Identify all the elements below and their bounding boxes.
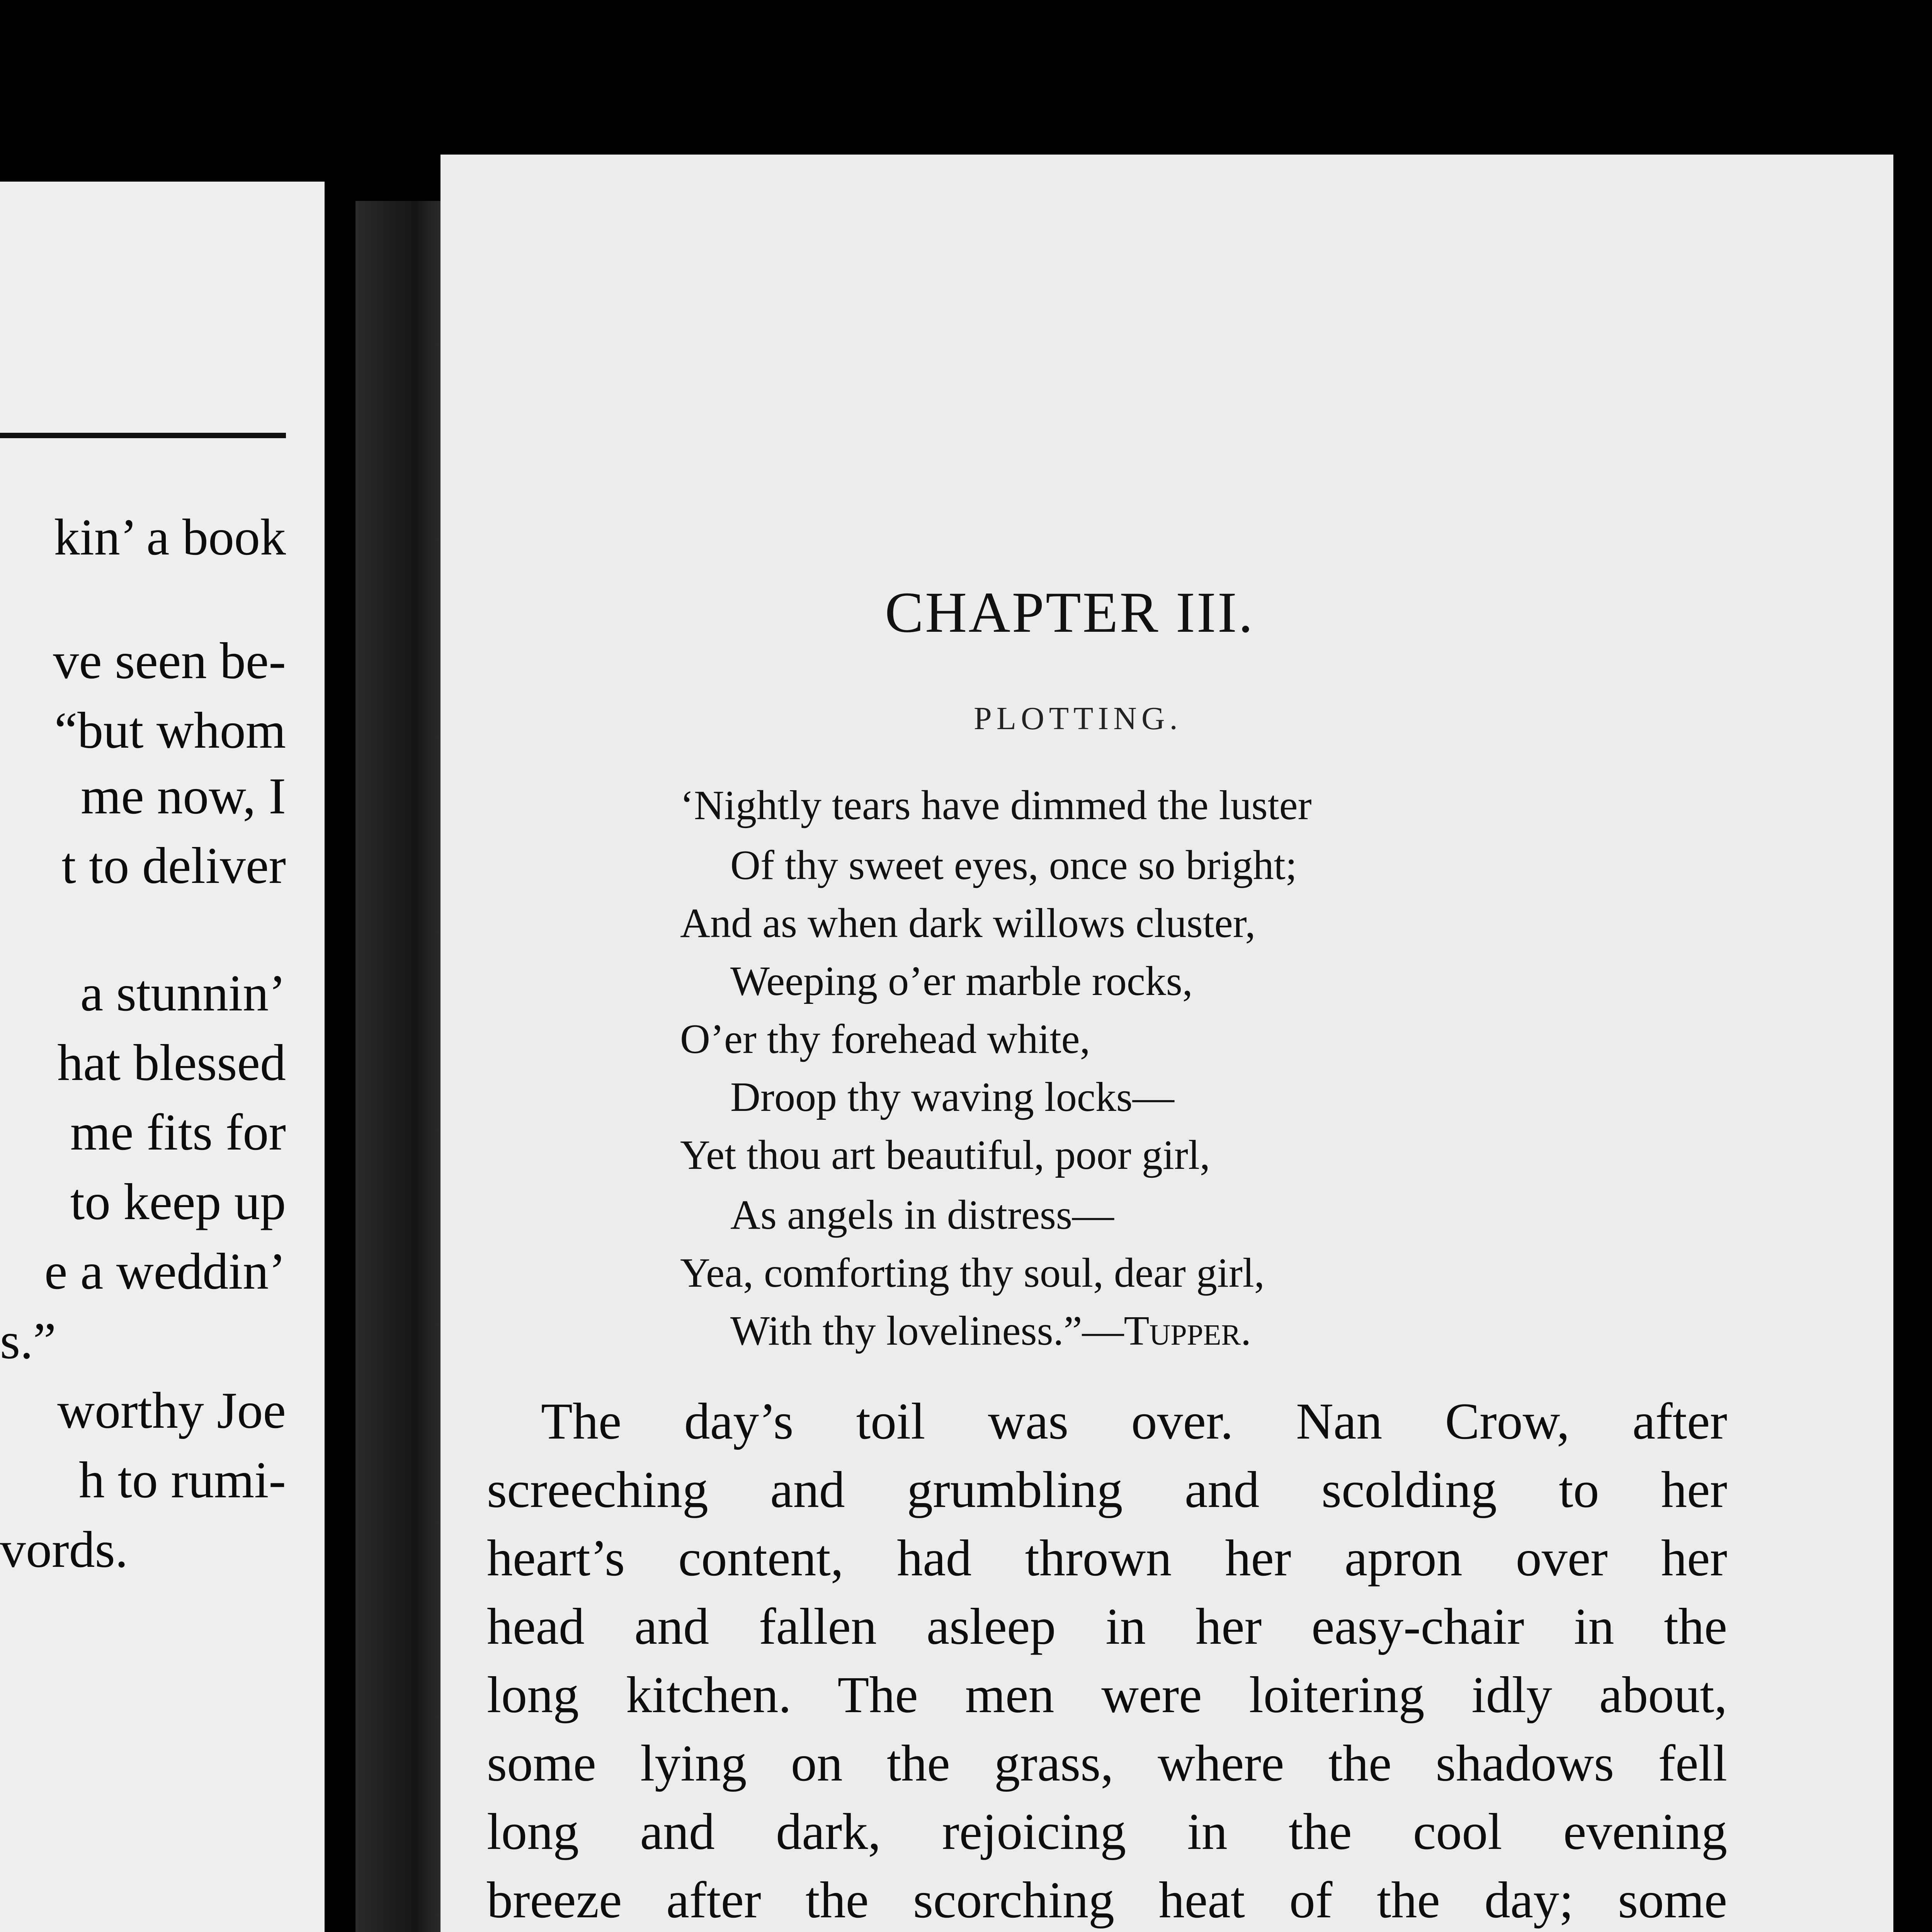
left-page-line: a stunnin’ — [80, 964, 286, 1022]
left-page-line: ve seen be- — [53, 632, 286, 689]
chapter-subtitle: PLOTTING. — [974, 701, 1182, 736]
left-page-line: to keep up — [70, 1173, 286, 1230]
prose-line: screeching and grumbling and scolding to her — [487, 1461, 1727, 1518]
left-page-line: h to rumi- — [79, 1451, 286, 1509]
poem-line: As angels in distress— — [730, 1192, 1114, 1238]
prose-line: breeze after the scorching heat of the day; some — [487, 1871, 1727, 1929]
poem-line: O’er thy forehead white, — [680, 1016, 1090, 1062]
left-page-line: hat blessed — [57, 1034, 286, 1091]
left-page-line: s.” — [0, 1312, 56, 1369]
prose-line: heart’s content, had thrown her apron over her — [487, 1529, 1727, 1587]
prose-line: long and dark, rejoicing in the cool evening — [487, 1803, 1727, 1860]
left-page-line: kin’ a book — [54, 509, 286, 566]
left-page-line: worthy Joe — [57, 1382, 286, 1439]
page-rule — [0, 433, 286, 438]
left-page-line: me fits for — [70, 1104, 286, 1161]
chapter-title: CHAPTER III. — [885, 580, 1255, 645]
left-page-line: me now, I — [81, 767, 286, 825]
left-page-line: e a weddin’ — [44, 1243, 286, 1300]
poem-line: Droop thy waving locks— — [730, 1074, 1174, 1120]
previous-page-fragment — [0, 182, 325, 1932]
poem-line: Yet thou art beautiful, poor girl, — [680, 1132, 1210, 1178]
poem-line: And as when dark willows cluster, — [680, 900, 1256, 946]
poem-line — [730, 1302, 1251, 1360]
poem-line: Yea, comforting thy soul, dear girl, — [680, 1250, 1265, 1296]
poem-attribution: Tupper. — [1124, 1308, 1252, 1354]
poem-line: Weeping o’er marble rocks, — [730, 958, 1193, 1004]
prose-line: long kitchen. The men were loitering idly about, — [487, 1666, 1727, 1723]
poem-line: ‘Nightly tears have dimmed the luster — [680, 782, 1312, 828]
prose-line: head and fallen asleep in her easy-chair in the — [487, 1598, 1727, 1655]
left-page-line: “but whom — [54, 702, 286, 759]
prose-line: some lying on the grass, where the shadows fell — [487, 1735, 1727, 1792]
left-page-line: vords. — [0, 1521, 128, 1578]
prose-line: The day’s toil was over. Nan Crow, after — [541, 1393, 1727, 1450]
poem-line: Of thy sweet eyes, once so bright; — [730, 842, 1297, 888]
left-page-line: t to deliver — [61, 837, 286, 894]
poem-last-line-text: With thy loveliness.”— — [730, 1308, 1124, 1354]
